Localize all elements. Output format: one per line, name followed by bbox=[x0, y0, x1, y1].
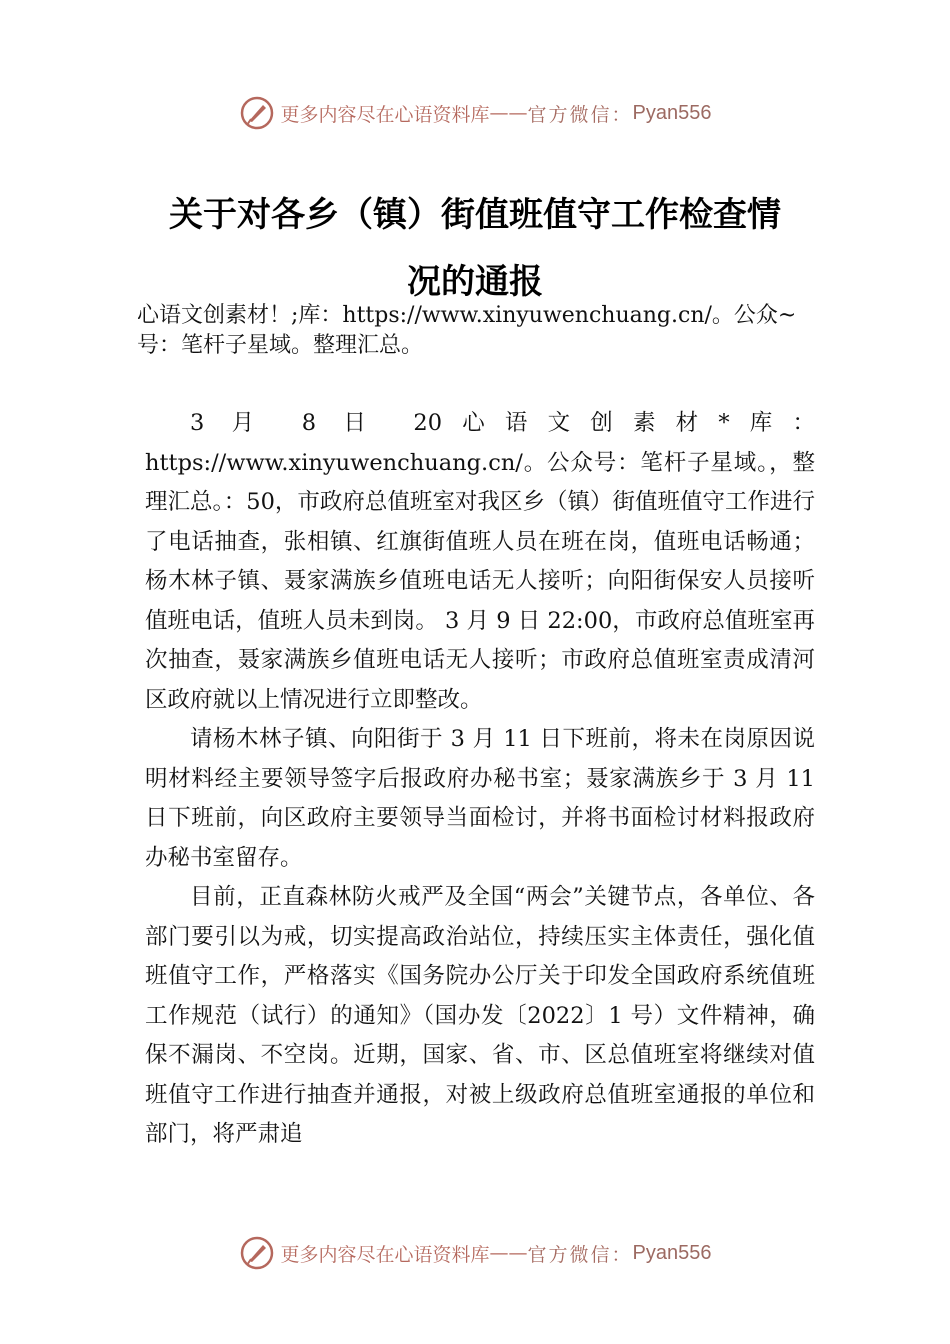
body-paragraph: 3 月 8 日 20心语文创素材*库：https://www.xinyuwenchuang.cn/。公众号：笔杆子星域。，整理汇总。：50，市政府总值班室对我区乡（镇）街值班值守工作进行了电话抽查，张相镇、红旗街值班人员在班在岗，值班电话畅通；杨木林子镇、聂家满族乡值班电话无人接听；向阳街保安人员接听值班电话，值班人员未到岗。 3 月 9 日 22:00，市政府总值班室再次抽查，聂家满族乡值班电话无人接听；市政府总值班室责成清河区政府就以上情况进行立即整改。 bbox=[145, 410, 815, 713]
banner-wechat-id: Pyan556 bbox=[632, 101, 712, 124]
footer-banner bbox=[0, 1233, 950, 1273]
quill-logo-icon bbox=[239, 1235, 275, 1271]
banner-wechat-id: Pyan556 bbox=[632, 1241, 712, 1264]
banner-wechat-label: 官方微信： bbox=[527, 103, 633, 126]
banner-wechat-label: 官方微信： bbox=[527, 1243, 633, 1266]
banner-main-text: 更多内容尽在心语资料库 bbox=[280, 103, 490, 126]
source-note: 心语文创素材！;库：https://www.xinyuwenchuang.cn/。公众~号：笔杆子星域。整理汇总。 bbox=[137, 303, 797, 358]
document-body bbox=[145, 404, 815, 1155]
header-banner bbox=[0, 93, 950, 133]
banner-dash: —— bbox=[489, 1242, 528, 1264]
quill-logo-icon bbox=[239, 95, 275, 131]
body-paragraph: 请杨木林子镇、向阳街于 3 月 11 日下班前，将未在岗原因说明材料经主要领导签字后报政府办秘书室；聂家满族乡于 3 月 11 日下班前，向区政府主要领导当面检讨，并将书面检讨材料报政府办秘书室留存。 bbox=[145, 726, 815, 871]
banner-dash: —— bbox=[489, 102, 528, 124]
document-title-line-2: 况的通报 bbox=[407, 262, 543, 302]
document-title-line-1: 关于对各乡（镇）街值班值守工作检查情 bbox=[169, 195, 781, 235]
banner-main-text: 更多内容尽在心语资料库 bbox=[280, 1243, 490, 1266]
body-paragraph: 目前，正直森林防火戒严及全国“两会”关键节点，各单位、各部门要引以为戒，切实提高政治站位，持续压实主体责任，强化值班值守工作，严格落实《国务院办公厅关于印发全国政府系统值班工作规范（试行）的通知》（国办发〔2022〕1 号）文件精神，确保不漏岗、不空岗。近期，国家、省、市、区总值班室将继续对值班值守工作进行抽查并通报，对被上级政府总值班室通报的单位和部门，将严肃追 bbox=[145, 884, 815, 1147]
